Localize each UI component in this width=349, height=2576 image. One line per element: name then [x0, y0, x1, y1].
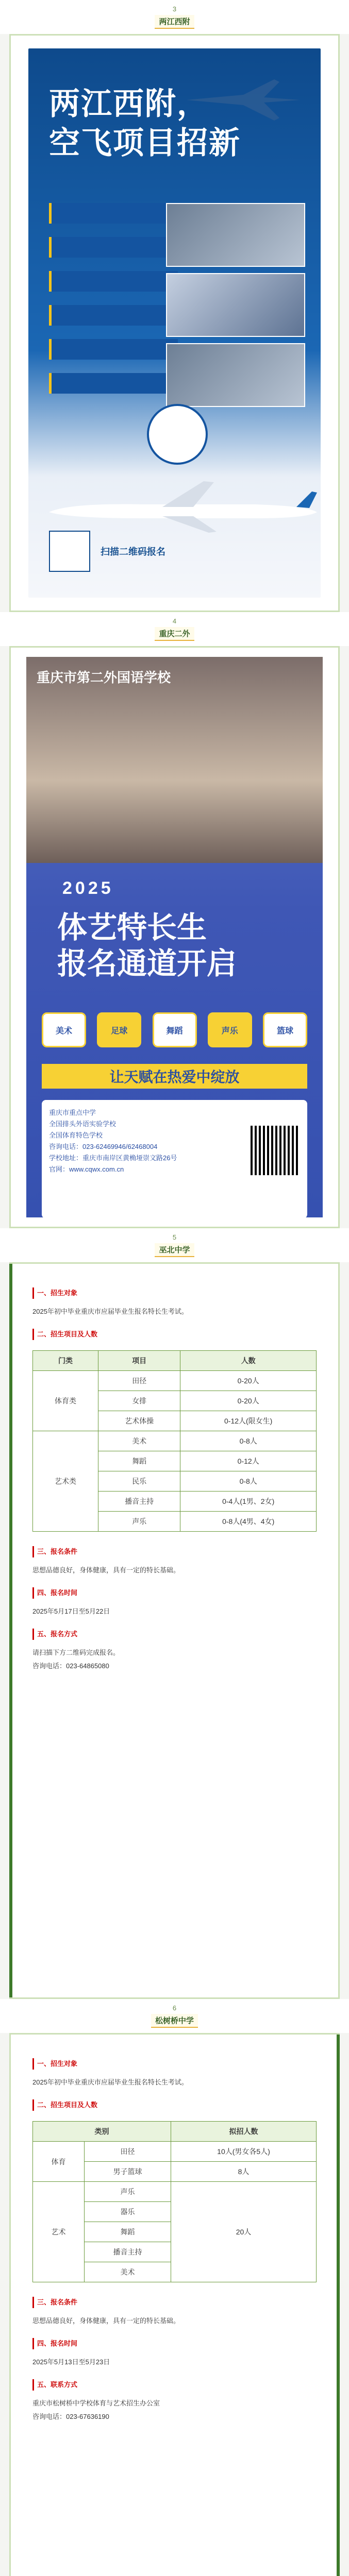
doc-wubei [9, 1262, 340, 1999]
doc-heading: 二、招生项目及人数 [32, 2099, 97, 2111]
qr-code [251, 1126, 300, 1175]
doc-heading: 三、报名条件 [32, 1546, 77, 1557]
campus-photo [166, 273, 305, 337]
bullet-item [49, 203, 178, 224]
doc-heading: 三、报名条件 [32, 2297, 77, 2308]
poster-info: 重庆市重点中学 全国排头外语实验学校 全国体育特色学校 咨询电话：023-62469946/62468004 学校地址：重庆市南岸区黄桷垭崇文路26号 官网：www.cqwx.com.cn [42, 1100, 307, 1217]
section-title: 两江西附 [155, 15, 194, 29]
quota-table: 门类 项目 人数 体育类 田径 0-20人 女排 0-20人 艺术体操 0-12人(限女生) 艺术类 美术 0-8人 舞蹈 0-12人 民乐 0-8人 播音主持 0-4人(1男、2女) 声乐 0-8人(4男、4女) [32, 1350, 317, 1532]
doc-heading: 五、联系方式 [32, 2379, 77, 2391]
doc-paragraph: 2025年初中毕业重庆市应届毕业生报名特长生考试。 [32, 1308, 188, 1315]
photo-column [166, 203, 305, 413]
doc-paragraph: 请扫描下方二维码完成报名。 [32, 1649, 120, 1656]
section-number: 5 [172, 1233, 177, 1241]
section-header-3 [0, 0, 349, 34]
doc-heading: 四、报名时间 [32, 1587, 77, 1599]
category-badge: 声乐 [208, 1012, 252, 1047]
doc-paragraph: 咨询电话：023-64865080 [32, 1662, 109, 1670]
doc-paragraph: 2025年5月17日至5月22日 [32, 1607, 110, 1615]
doc-heading: 二、招生项目及人数 [32, 1329, 97, 1340]
section-number: 3 [172, 5, 177, 13]
bullet-item [49, 305, 178, 326]
section-header-6 [0, 1999, 349, 2033]
fighter-jet-icon [181, 69, 305, 126]
section-title: 松树桥中学 [151, 2014, 198, 2028]
category-badge: 篮球 [263, 1012, 307, 1047]
bullet-item [49, 339, 178, 360]
airliner-icon [39, 476, 321, 538]
doc-paragraph: 咨询电话：023-67636190 [32, 2413, 109, 2420]
doc-heading: 五、报名方式 [32, 1629, 77, 1640]
section-title: 巫北中学 [155, 1243, 194, 1257]
school-name: 重庆市第二外国语学校 [37, 670, 171, 685]
doc-paragraph: 2025年5月13日至5月23日 [32, 2358, 110, 2366]
poster-title: 两江西附， 空飞项目招新 [49, 86, 241, 161]
doc-heading: 一、招生对象 [32, 2058, 77, 2070]
category-badge: 舞蹈 [153, 1012, 197, 1047]
category-badge: 美术 [42, 1012, 86, 1047]
doc-paragraph: 重庆市松树桥中学校体育与艺术招生办公室 [32, 2399, 160, 2407]
doc-heading: 一、招生对象 [32, 1287, 77, 1299]
section-title: 重庆二外 [155, 627, 194, 641]
poster-headline: 体艺特长生 报名通道开启 [57, 910, 237, 981]
qr-caption: 扫描二维码报名 [101, 547, 165, 557]
program-bullets [49, 203, 178, 407]
category-badges [42, 1012, 307, 1047]
bullet-item [49, 237, 178, 258]
category-badge: 足球 [97, 1012, 141, 1047]
bullet-item [49, 373, 178, 394]
doc-paragraph: 思想品德良好，身体健康，具有一定的特长基础。 [32, 1566, 180, 1574]
qr-code [49, 531, 90, 572]
poster-liangjiang [9, 34, 340, 612]
section-header-5 [0, 1228, 349, 1262]
emblem-icon [147, 404, 208, 465]
doc-heading: 四、报名时间 [32, 2338, 77, 2349]
section-number: 6 [172, 2004, 177, 2012]
quota-table: 类别 拟招人数 体育 田径 10人(男女各5人) 男子篮球 8人 艺术 声乐 20人 器乐 舞蹈 播音主持 美术 [32, 2121, 317, 2282]
poster-year: 2025 [62, 878, 114, 898]
doc-songshuqiao [9, 2033, 340, 2576]
poster-slogan: 让天赋在热爱中绽放 [42, 1064, 307, 1089]
section-header-4 [0, 612, 349, 646]
doc-paragraph: 思想品德良好，身体健康，具有一定的特长基础。 [32, 2317, 180, 2325]
basketball-photo [26, 657, 323, 863]
section-number: 4 [172, 617, 177, 625]
campus-photo [166, 203, 305, 267]
poster-cqwx [9, 646, 340, 1228]
campus-photo [166, 343, 305, 407]
doc-paragraph: 2025年初中毕业重庆市应届毕业生报名特长生考试。 [32, 2078, 188, 2086]
bullet-item [49, 271, 178, 292]
